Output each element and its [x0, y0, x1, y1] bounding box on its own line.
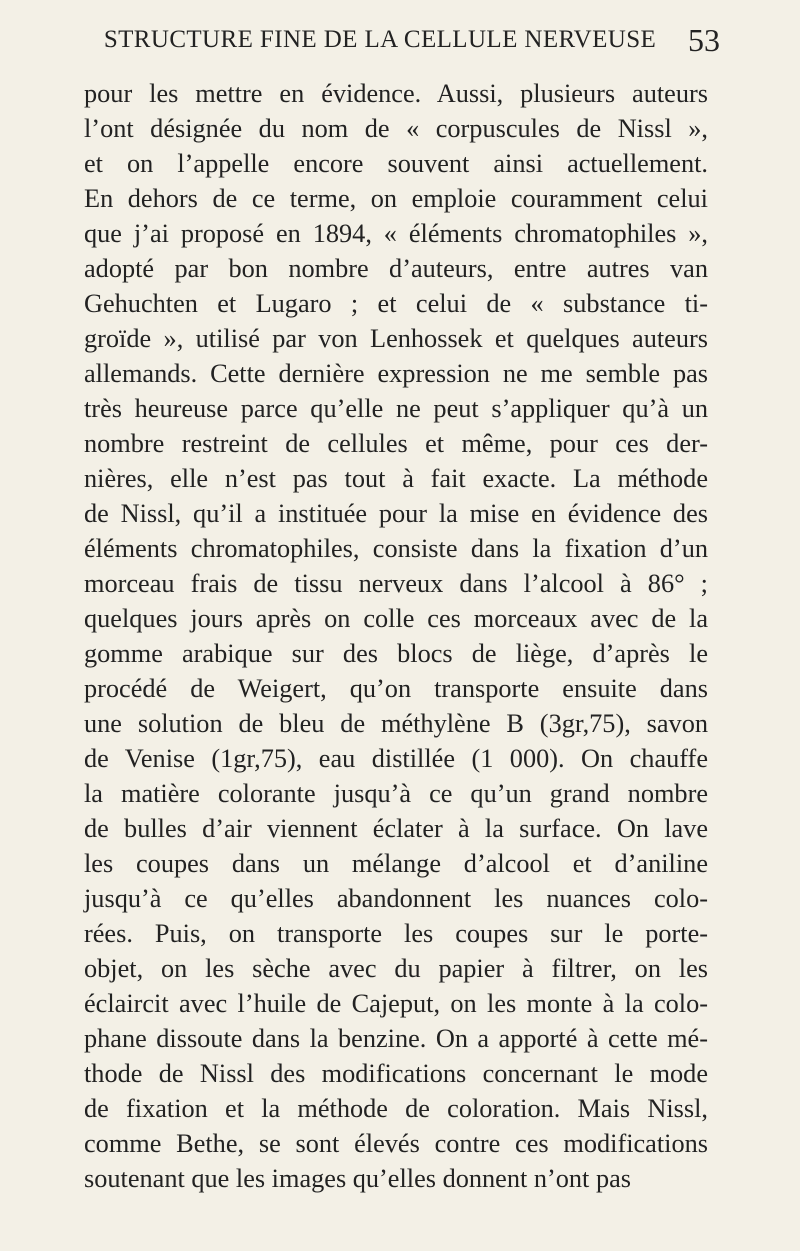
running-title: STRUCTURE FINE DE LA CELLULE NERVEUSE	[103, 26, 657, 53]
text-line: soutenant que les images qu’elles donnent n’ont pas	[84, 1164, 631, 1193]
body-paragraph	[84, 76, 708, 1196]
text-line: adopté par bon nombre d’auteurs, entre autres van	[84, 254, 708, 283]
text-line: gomme arabique sur des blocs de liège, d’après le	[84, 639, 708, 668]
text-line: thode de Nissl des modifications concernant le mode	[84, 1059, 708, 1088]
text-line: et on l’appelle encore souvent ainsi actuellement.	[84, 149, 708, 178]
text-line: éléments chromatophiles, consiste dans la fixation d’un	[84, 534, 708, 563]
text-line: morceau frais de tissu nerveux dans l’alcool à 86° ;	[84, 569, 708, 598]
text-line: une solution de bleu de méthylène B (3gr,75), savon	[84, 709, 708, 738]
text-line: En dehors de ce terme, on emploie couramment celui	[84, 184, 708, 213]
text-line: très heureuse parce qu’elle ne peut s’appliquer qu’à un	[84, 394, 708, 423]
text-line: allemands. Cette dernière expression ne me semble pas	[84, 359, 708, 388]
page-number: 53	[688, 22, 720, 58]
text-line: phane dissoute dans la benzine. On a apporté à cette mé-	[84, 1024, 708, 1053]
text-line: jusqu’à ce qu’elles abandonnent les nuances colo-	[84, 884, 708, 913]
text-line: que j’ai proposé en 1894, « éléments chromatophiles »,	[84, 219, 708, 248]
text-line: quelques jours après on colle ces morceaux avec de la	[84, 604, 708, 633]
text-line: nières, elle n’est pas tout à fait exacte. La méthode	[84, 464, 708, 493]
text-line: objet, on les sèche avec du papier à filtrer, on les	[84, 954, 708, 983]
text-line: la matière colorante jusqu’à ce qu’un grand nombre	[84, 779, 708, 808]
text-line: procédé de Weigert, qu’on transporte ensuite dans	[84, 674, 708, 703]
text-line: rées. Puis, on transporte les coupes sur le porte-	[84, 919, 708, 948]
text-line: pour les mettre en évidence. Aussi, plusieurs auteurs	[84, 79, 708, 108]
text-line: comme Bethe, se sont élevés contre ces modifications	[84, 1129, 708, 1158]
text-line: groïde », utilisé par von Lenhossek et quelques auteurs	[84, 324, 708, 353]
text-line: l’ont désignée du nom de « corpuscules de Nissl »,	[84, 114, 708, 143]
text-line: nombre restreint de cellules et même, pour ces der-	[84, 429, 708, 458]
text-line: de bulles d’air viennent éclater à la surface. On lave	[84, 814, 708, 843]
text-line: de Nissl, qu’il a instituée pour la mise en évidence des	[84, 499, 708, 528]
running-header	[80, 22, 720, 62]
text-line: les coupes dans un mélange d’alcool et d’aniline	[84, 849, 708, 878]
text-line: Gehuchten et Lugaro ; et celui de « substance ti-	[84, 289, 708, 318]
text-line: de Venise (1gr,75), eau distillée (1 000). On chauffe	[84, 744, 708, 773]
text-line: éclaircit avec l’huile de Cajeput, on les monte à la colo-	[84, 989, 708, 1018]
text-line: de fixation et la méthode de coloration. Mais Nissl,	[84, 1094, 708, 1123]
